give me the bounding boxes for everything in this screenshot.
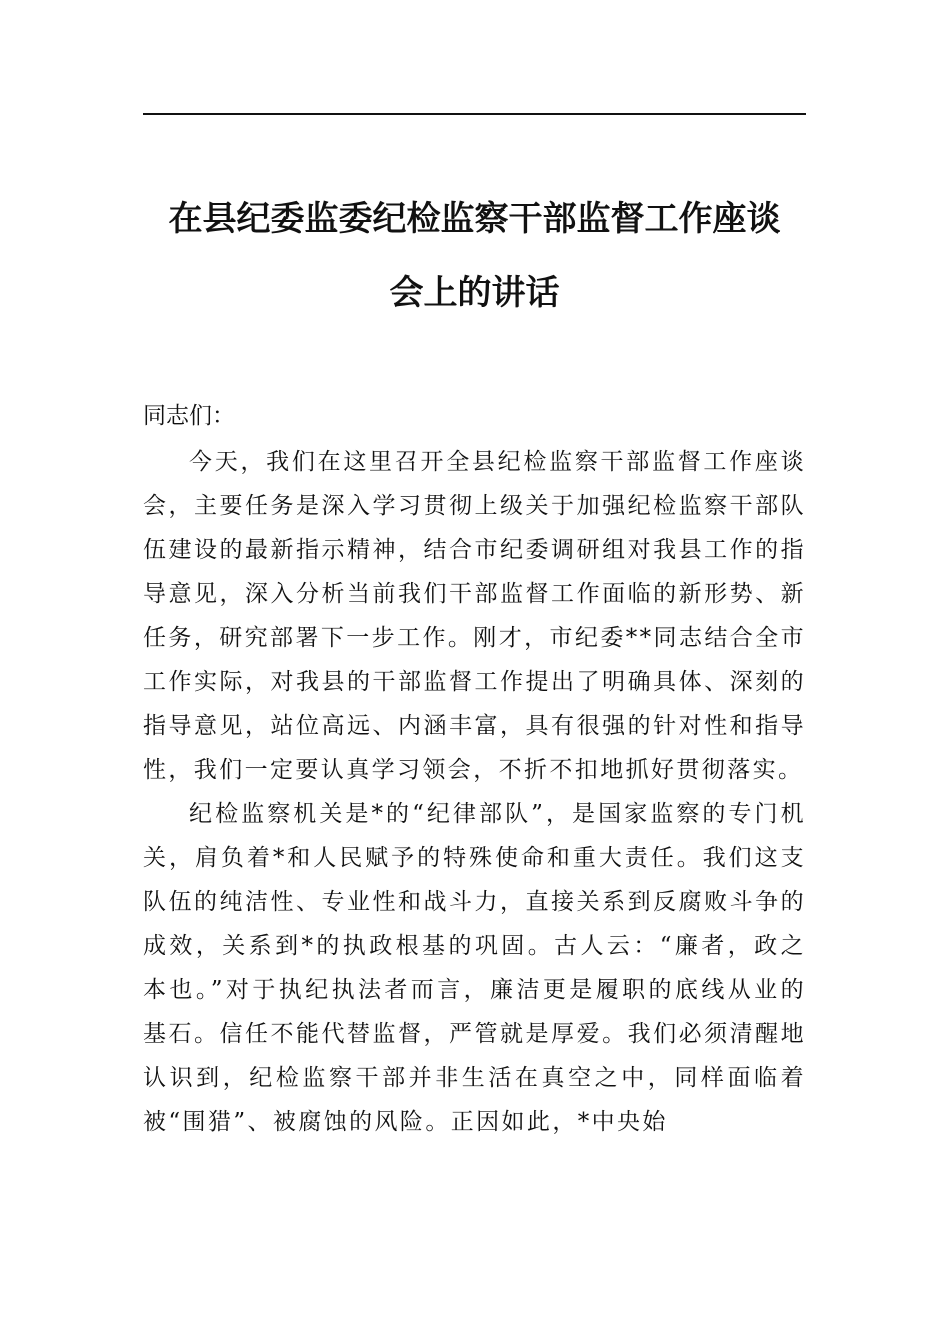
paragraph-1: 今天，我们在这里召开全县纪检监察干部监督工作座谈会，主要任务是深入学习贯彻上级关于加强纪检监察干部队伍建设的最新指示精神，结合市纪委调研组对我县工作的指导意见，深入分析当前我们干部监督工作面临的新形势、新任务，研究部署下一步工作。刚才，市纪委**同志结合全市工作实际，对我县的干部监督工作提出了明确具体、深刻的指导意见，站位高远、内涵丰富，具有很强的针对性和指导性，我们一定要认真学习领会，不折不扣地抓好贯彻落实。 <box>143 449 806 783</box>
paragraph-2: 纪检监察机关是*的“纪律部队”，是国家监察的专门机关，肩负着*和人民赋予的特殊使命和重大责任。我们这支队伍的纯洁性、专业性和战斗力，直接关系到反腐败斗争的成效，关系到*的执政根基的巩固。古人云：“廉者，政之本也。”对于执纪执法者而言，廉洁更是履职的底线从业的基石。信任不能代替监督，严管就是厚爱。我们必须清醒地认识到，纪检监察干部并非生活在真空之中，同样面临着被“围猎”、被腐蚀的风险。正因如此，*中央始 <box>143 801 806 1135</box>
title-line-2: 会上的讲话 <box>389 273 560 313</box>
document-title <box>143 182 806 330</box>
header-rule <box>143 113 806 115</box>
document-body <box>143 440 806 1144</box>
salutation: 同志们： <box>143 403 235 429</box>
title-line-1: 在县纪委监委纪检监察干部监督工作座谈 <box>168 199 781 239</box>
